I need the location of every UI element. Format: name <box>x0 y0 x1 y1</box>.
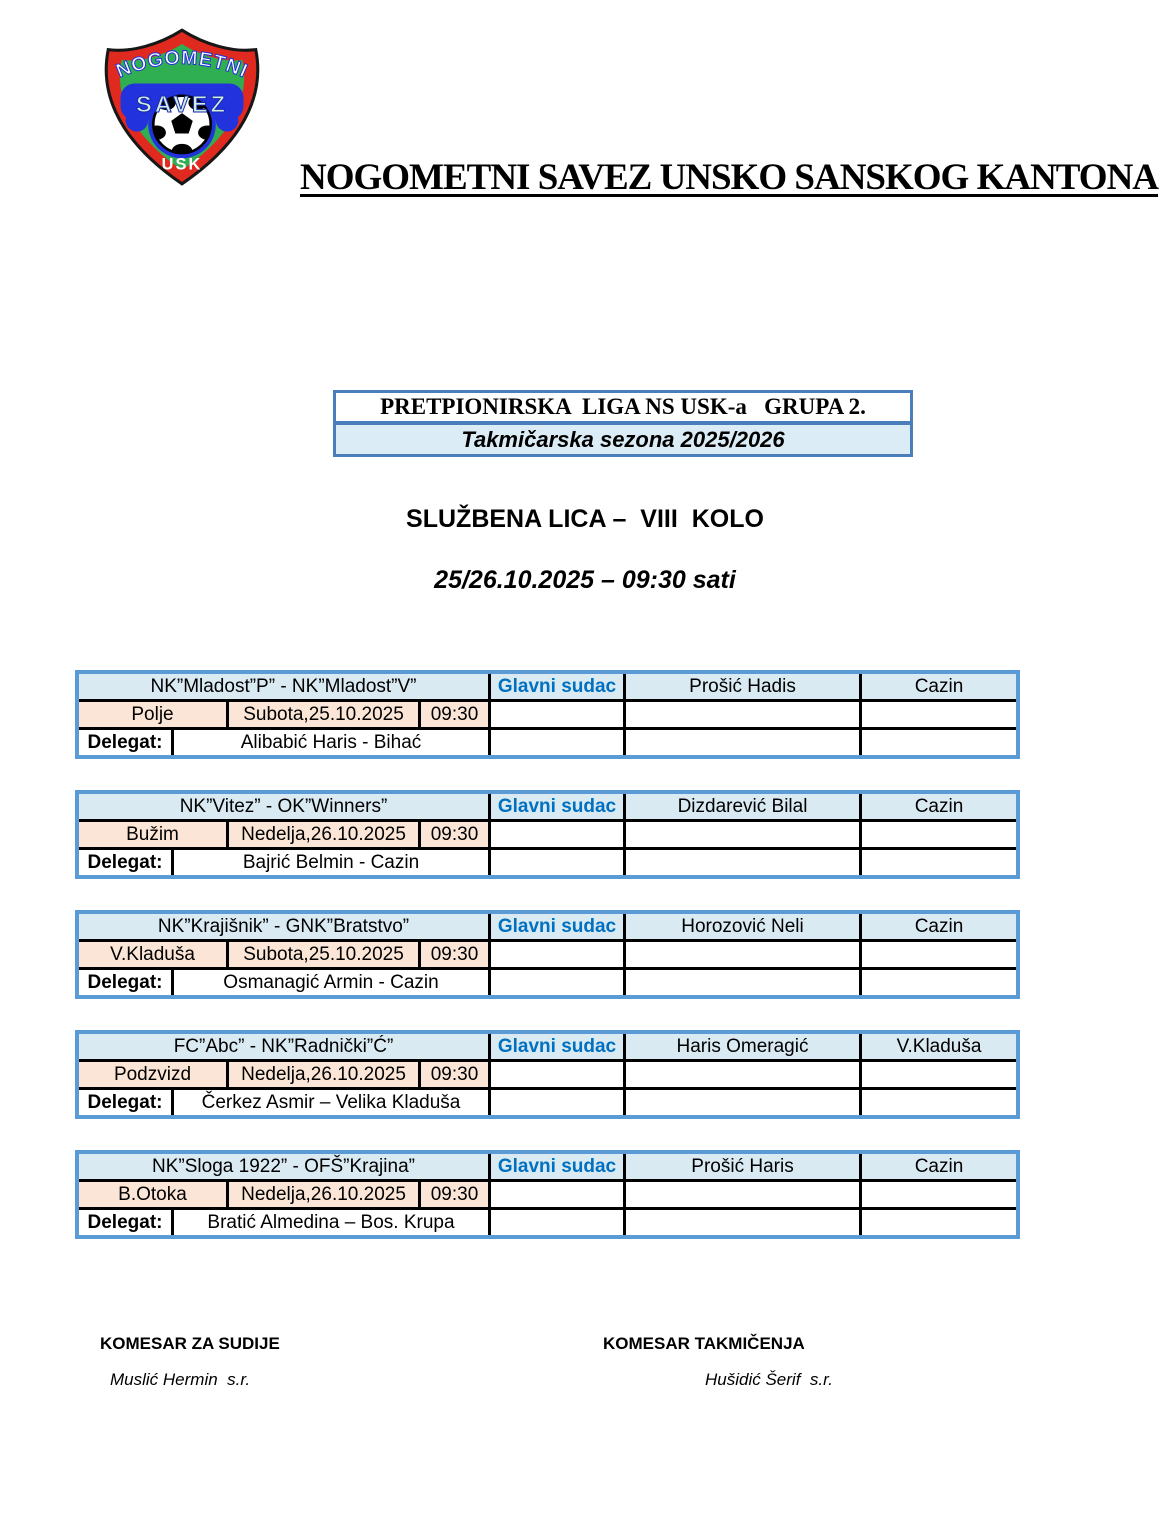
delegate-cell: Alibabić Haris - Bihać <box>174 730 491 755</box>
time-cell: 09:30 <box>421 1182 491 1207</box>
teams-cell: NK”Krajišnik” - GNK”Bratstvo” <box>79 914 491 939</box>
commissioner-competition-name: Hušidić Šerif s.r. <box>705 1370 833 1389</box>
date-cell: Nedelja,26.10.2025 <box>229 1062 421 1087</box>
teams-cell: NK”Vitez” - OK”Winners” <box>79 794 491 819</box>
delegate-cell: Čerkez Asmir – Velika Kladuša <box>174 1090 491 1115</box>
delegat-label: Delegat: <box>79 970 174 995</box>
glavni-sudac-label: Glavni sudac <box>491 794 626 819</box>
empty-cell <box>491 1182 626 1207</box>
referee-city-cell: Cazin <box>862 914 1016 939</box>
delegate-cell: Bratić Almedina – Bos. Krupa <box>174 1210 491 1235</box>
referee-cell: Haris Omeragić <box>626 1034 862 1059</box>
empty-cell <box>491 942 626 967</box>
empty-cell <box>862 1062 1016 1087</box>
venue-cell: Bužim <box>79 822 229 847</box>
glavni-sudac-label: Glavni sudac <box>491 674 626 699</box>
referee-city-cell: Cazin <box>862 1154 1016 1179</box>
league-name-box: PRETPIONIRSKA LIGA NS USK-a GRUPA 2. <box>333 390 913 424</box>
time-cell: 09:30 <box>421 942 491 967</box>
empty-cell <box>626 1182 862 1207</box>
empty-cell <box>862 970 1016 995</box>
empty-cell <box>626 970 862 995</box>
venue-cell: V.Kladuša <box>79 942 229 967</box>
association-logo <box>98 26 266 188</box>
delegat-label: Delegat: <box>79 850 174 875</box>
empty-cell <box>862 1210 1016 1235</box>
empty-cell <box>862 730 1016 755</box>
referee-cell: Dizdarević Bilal <box>626 794 862 819</box>
empty-cell <box>491 1062 626 1087</box>
empty-cell <box>626 850 862 875</box>
match-table-1 <box>75 670 1020 759</box>
date-cell: Nedelja,26.10.2025 <box>229 822 421 847</box>
delegate-cell: Bajrić Belmin - Cazin <box>174 850 491 875</box>
empty-cell <box>491 1090 626 1115</box>
empty-cell <box>862 1182 1016 1207</box>
time-cell: 09:30 <box>421 1062 491 1087</box>
empty-cell <box>626 702 862 727</box>
teams-cell: NK”Mladost”P” - NK”Mladost”V” <box>79 674 491 699</box>
match-table-5 <box>75 1150 1020 1239</box>
empty-cell <box>626 942 862 967</box>
logo-middle-text: SAVEZ <box>135 91 229 118</box>
empty-cell <box>626 1062 862 1087</box>
venue-cell: B.Otoka <box>79 1182 229 1207</box>
venue-cell: Polje <box>79 702 229 727</box>
referee-cell: Prošić Hadis <box>626 674 862 699</box>
time-cell: 09:30 <box>421 822 491 847</box>
empty-cell <box>491 1210 626 1235</box>
commissioner-referees-name: Muslić Hermin s.r. <box>110 1370 251 1389</box>
delegat-label: Delegat: <box>79 1210 174 1235</box>
match-table-4 <box>75 1030 1020 1119</box>
empty-cell <box>626 822 862 847</box>
referee-cell: Horozović Neli <box>626 914 862 939</box>
commissioner-referees-title: KOMESAR ZA SUDIJE <box>100 1334 280 1353</box>
empty-cell <box>491 970 626 995</box>
glavni-sudac-label: Glavni sudac <box>491 1034 626 1059</box>
empty-cell <box>626 1090 862 1115</box>
date-cell: Nedelja,26.10.2025 <box>229 1182 421 1207</box>
empty-cell <box>862 942 1016 967</box>
glavni-sudac-label: Glavni sudac <box>491 914 626 939</box>
referee-cell: Prošić Haris <box>626 1154 862 1179</box>
logo-bottom-text: USK <box>161 155 203 174</box>
delegate-cell: Osmanagić Armin - Cazin <box>174 970 491 995</box>
page-title: NOGOMETNI SAVEZ UNSKO SANSKOG KANTONA <box>300 157 1159 198</box>
time-cell: 09:30 <box>421 702 491 727</box>
referee-city-cell: V.Kladuša <box>862 1034 1016 1059</box>
empty-cell <box>862 1090 1016 1115</box>
empty-cell <box>491 730 626 755</box>
empty-cell <box>862 850 1016 875</box>
empty-cell <box>626 1210 862 1235</box>
delegat-label: Delegat: <box>79 730 174 755</box>
empty-cell <box>862 702 1016 727</box>
venue-cell: Podzvizd <box>79 1062 229 1087</box>
date-cell: Subota,25.10.2025 <box>229 942 421 967</box>
empty-cell <box>491 702 626 727</box>
match-table-2 <box>75 790 1020 879</box>
season-box: Takmičarska sezona 2025/2026 <box>333 423 913 457</box>
date-cell: Subota,25.10.2025 <box>229 702 421 727</box>
referee-city-cell: Cazin <box>862 794 1016 819</box>
delegat-label: Delegat: <box>79 1090 174 1115</box>
referee-city-cell: Cazin <box>862 674 1016 699</box>
empty-cell <box>491 850 626 875</box>
round-datetime: 25/26.10.2025 – 09:30 sati <box>434 566 736 594</box>
empty-cell <box>862 822 1016 847</box>
empty-cell <box>626 730 862 755</box>
round-heading: SLUŽBENA LICA – VIII KOLO <box>406 505 764 533</box>
teams-cell: NK”Sloga 1922” - OFŠ”Krajina” <box>79 1154 491 1179</box>
logo-top-text: NOGOMETNI <box>113 46 252 83</box>
commissioner-competition-title: KOMESAR TAKMIČENJA <box>603 1334 805 1353</box>
match-table-3 <box>75 910 1020 999</box>
teams-cell: FC”Abc” - NK”Radnički”Ć” <box>79 1034 491 1059</box>
empty-cell <box>491 822 626 847</box>
glavni-sudac-label: Glavni sudac <box>491 1154 626 1179</box>
